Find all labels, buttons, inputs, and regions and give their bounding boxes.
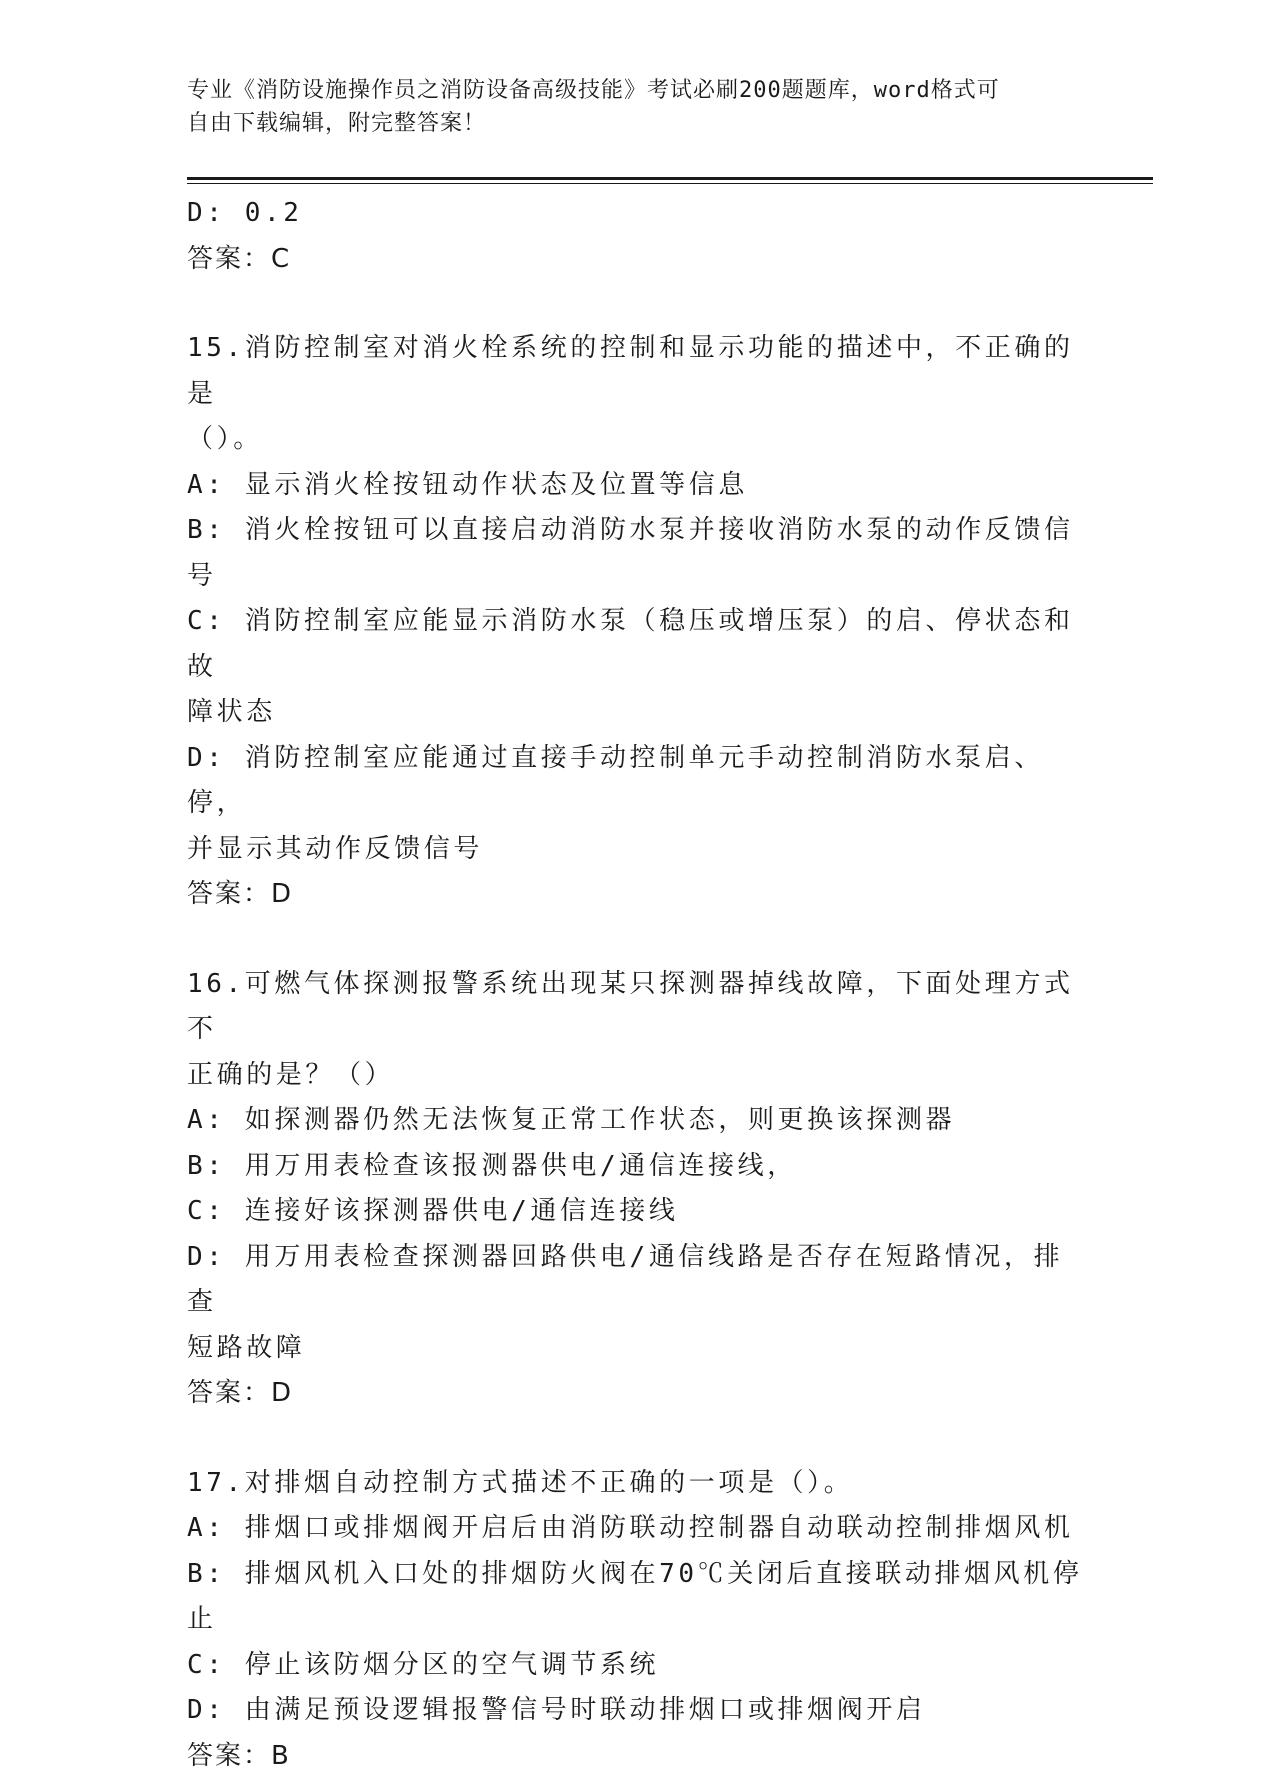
question-text: 正确的是？（）	[187, 1053, 1087, 1099]
answer: 答案：B	[187, 1734, 1087, 1779]
question-text: 15.消防控制室对消火栓系统的控制和显示功能的描述中，不正确的是	[187, 326, 1087, 417]
header-rule-thick	[187, 177, 1153, 180]
option-a: A: 排烟口或排烟阀开启后由消防联动控制器自动联动控制排烟风机	[187, 1506, 1087, 1552]
option-d: D: 由满足预设逻辑报警信号时联动排烟口或排烟阀开启	[187, 1688, 1087, 1734]
answer: 答案：C	[187, 237, 1087, 283]
option-c: C: 停止该防烟分区的空气调节系统	[187, 1643, 1087, 1689]
header-rule-thin	[187, 183, 1153, 184]
question-15	[187, 326, 1087, 918]
question-text: 16.可燃气体探测报警系统出现某只探测器掉线故障，下面处理方式不	[187, 962, 1087, 1053]
answer: 答案：D	[187, 1371, 1087, 1417]
spacer	[187, 918, 1087, 962]
option-d: D: 消防控制室应能通过直接手动控制单元手动控制消防水泵启、停，	[187, 736, 1087, 827]
option-b: B: 用万用表检查该报测器供电/通信连接线，	[187, 1144, 1087, 1190]
header-line-2: 自由下载编辑，附完整答案！	[187, 107, 1077, 140]
option-b: B: 消火栓按钮可以直接启动消防水泵并接收消防水泵的动作反馈信号	[187, 508, 1087, 599]
option-a: A: 如探测器仍然无法恢复正常工作状态，则更换该探测器	[187, 1098, 1087, 1144]
option-b: B: 排烟风机入口处的排烟防火阀在70℃关闭后直接联动排烟风机停止	[187, 1552, 1087, 1643]
spacer	[187, 1417, 1087, 1461]
question-16	[187, 962, 1087, 1417]
option-c: C: 连接好该探测器供电/通信连接线	[187, 1189, 1087, 1235]
option-d: 短路故障	[187, 1326, 1087, 1372]
option-c: C: 消防控制室应能显示消防水泵（稳压或增压泵）的启、停状态和故	[187, 599, 1087, 690]
option-d: D: 0.2	[187, 191, 1087, 237]
question-content	[187, 191, 1087, 1779]
answer: 答案：D	[187, 872, 1087, 918]
spacer	[187, 282, 1087, 326]
question-text: 17.对排烟自动控制方式描述不正确的一项是（）。	[187, 1461, 1087, 1507]
question-text: （）。	[187, 417, 1087, 463]
option-d: 并显示其动作反馈信号	[187, 827, 1087, 873]
option-c: 障状态	[187, 690, 1087, 736]
header-line-1: 专业《消防设施操作员之消防设备高级技能》考试必刷200题题库，word格式可	[187, 74, 1077, 107]
option-a: A: 显示消火栓按钮动作状态及位置等信息	[187, 463, 1087, 509]
page-header	[187, 74, 1077, 140]
question-17	[187, 1461, 1087, 1779]
option-d: D: 用万用表检查探测器回路供电/通信线路是否存在短路情况，排查	[187, 1235, 1087, 1326]
